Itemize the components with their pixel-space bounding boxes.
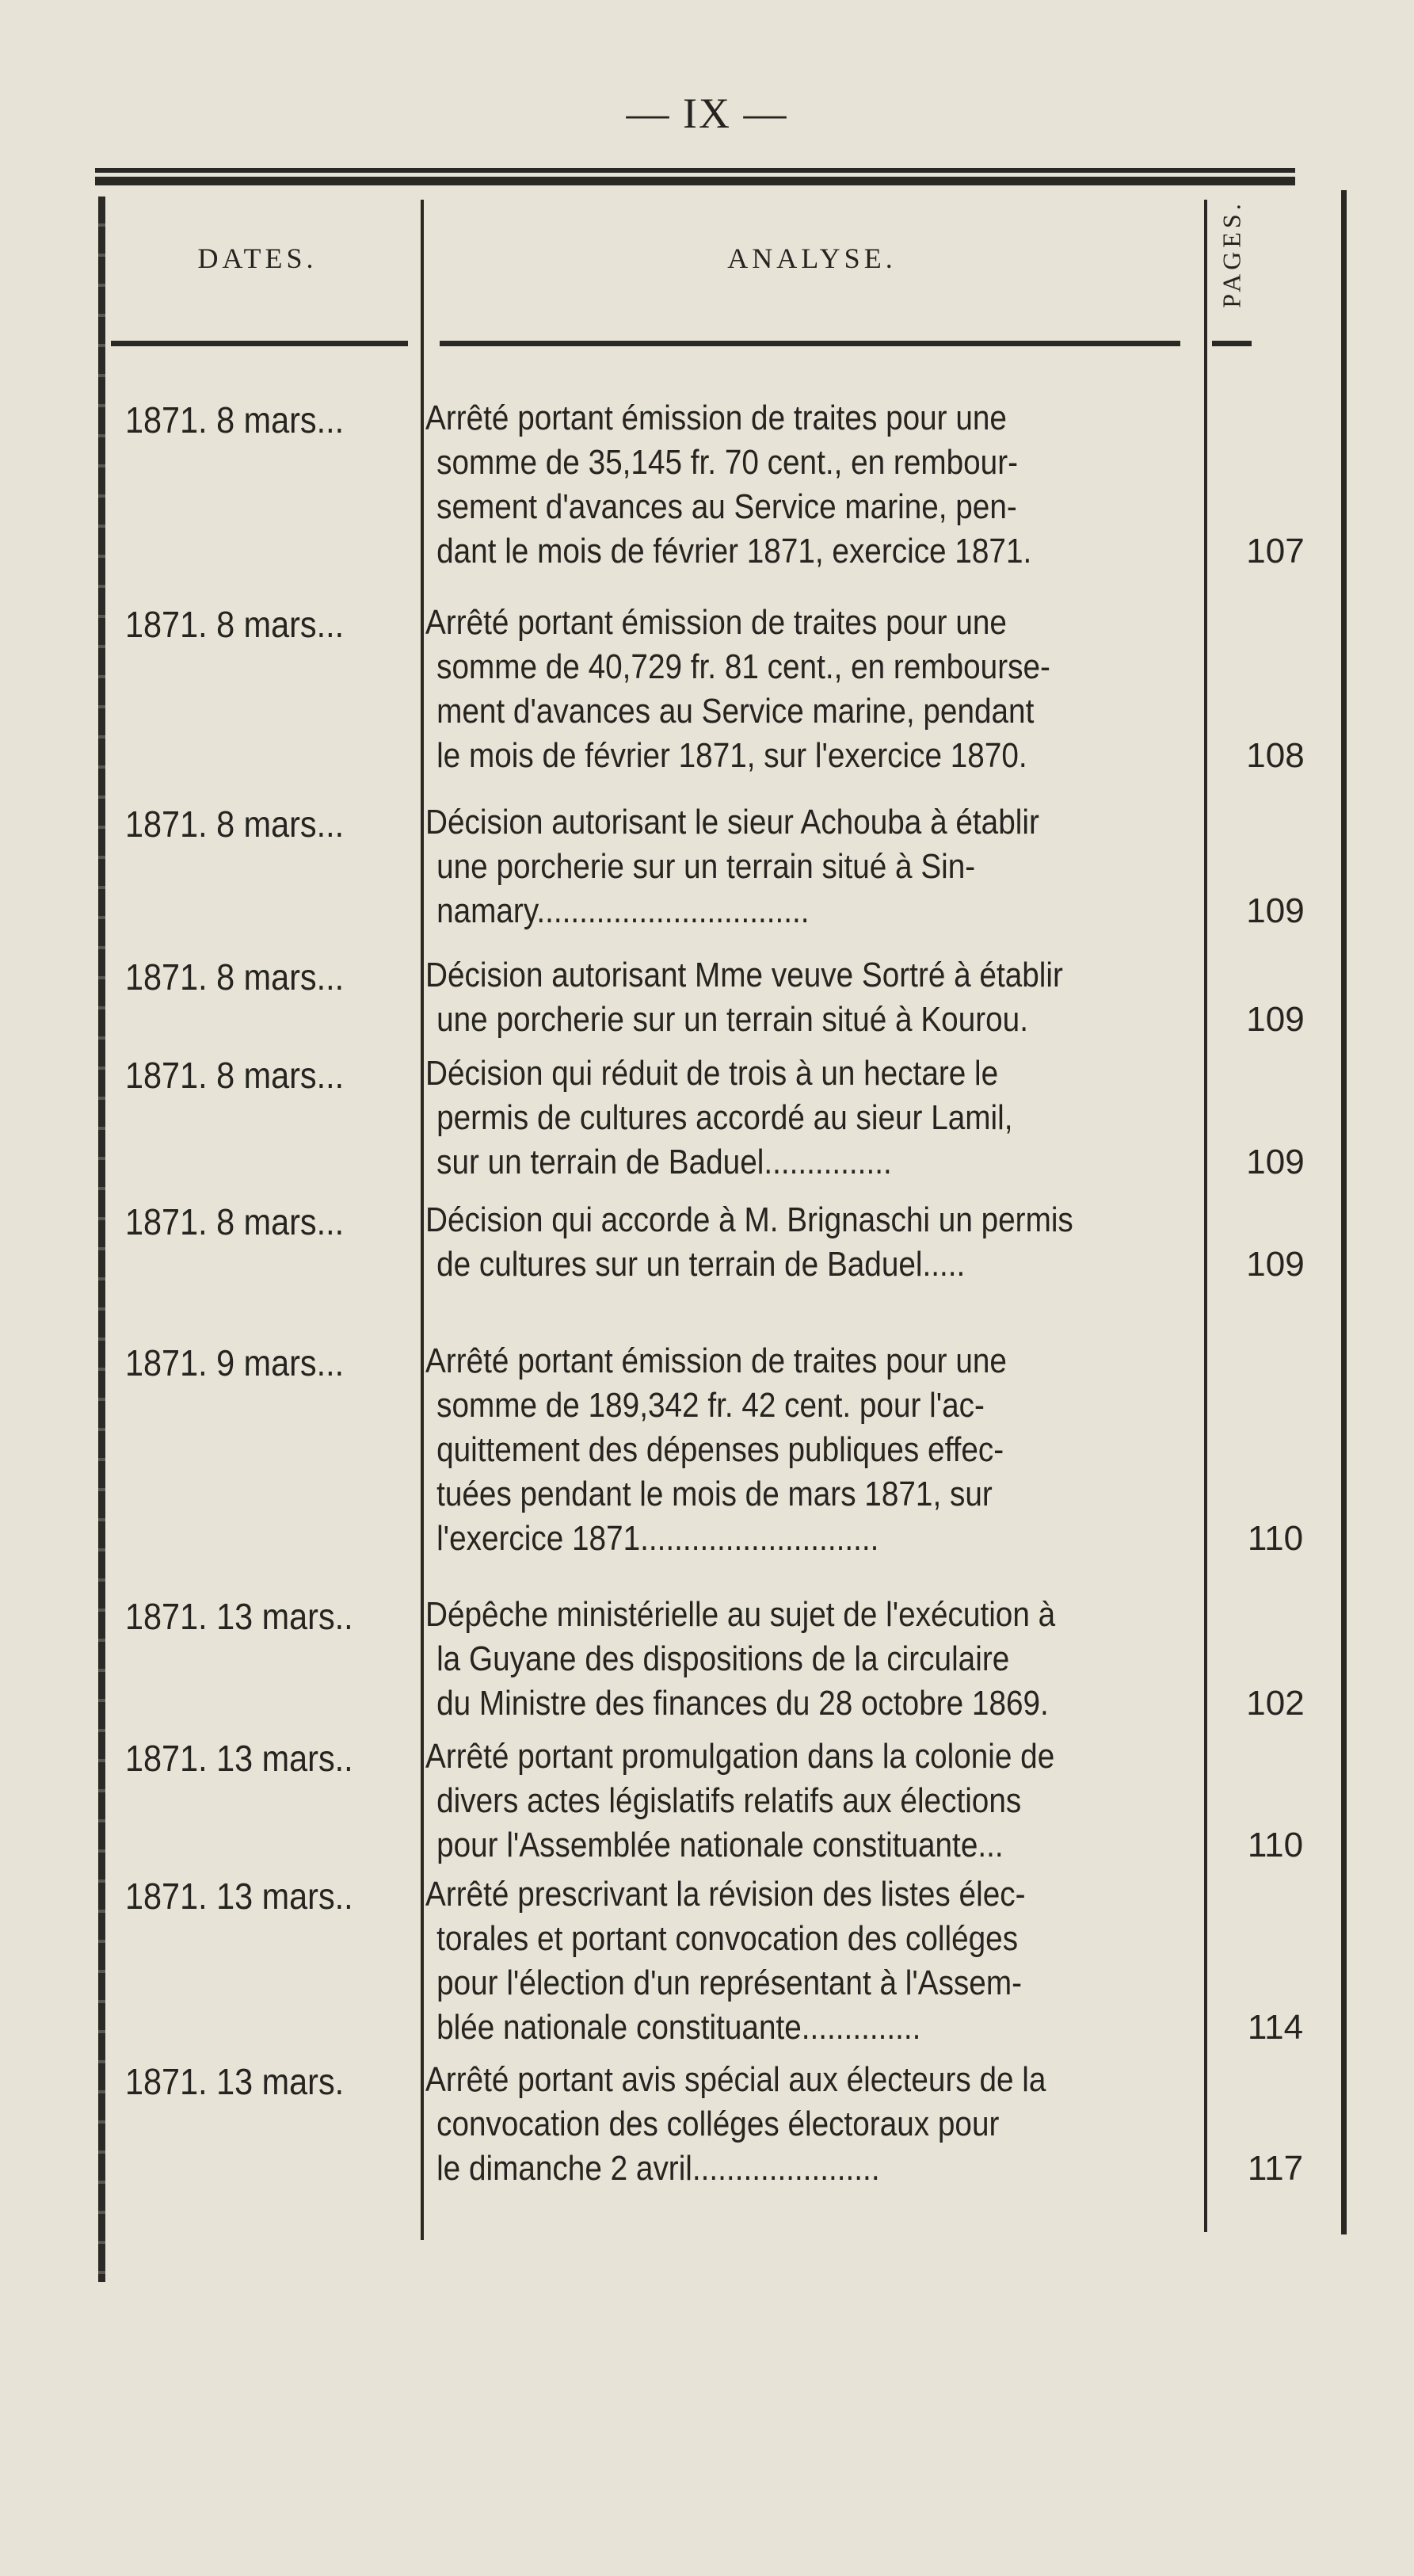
entry-analyse-line: Arrêté portant émission de traites pour une bbox=[425, 1341, 1007, 1380]
entry-analyse-line: Décision autorisant Mme veuve Sortré à établir bbox=[425, 956, 1063, 994]
entry-analyse-line: Arrêté portant émission de traites pour une bbox=[425, 399, 1007, 437]
entry-analyse bbox=[425, 601, 1194, 778]
entry-analyse-line: convocation des colléges électoraux pour bbox=[436, 2105, 1000, 2143]
entry-analyse bbox=[425, 1872, 1194, 2050]
entry-date-text: 1871. 13 mars.. bbox=[125, 1596, 353, 1637]
entry-analyse-line: pour l'élection d'un représentant à l'Assem- bbox=[436, 1963, 1022, 2002]
entry-analyse-line: sur un terrain de Baduel............... bbox=[436, 1143, 892, 1181]
entry-analyse bbox=[425, 1339, 1194, 1561]
entry-page-number: 110 bbox=[1247, 1519, 1304, 1558]
analyse-header-rule bbox=[440, 341, 1180, 346]
pages-header-label: PAGES. bbox=[1217, 199, 1246, 308]
entry-analyse bbox=[425, 1051, 1194, 1185]
left-table-border bbox=[98, 197, 105, 2282]
entry-analyse bbox=[425, 396, 1194, 574]
entry-page-number: 109 bbox=[1246, 1143, 1305, 1181]
pages-column-header bbox=[1212, 186, 1252, 321]
entry-analyse-line: du Ministre des finances du 28 octobre 1869. bbox=[436, 1684, 1049, 1723]
entry-date bbox=[125, 396, 426, 444]
entry-analyse-line: quittement des dépenses publiques effec- bbox=[436, 1430, 1004, 1469]
entry-analyse-line: Décision autorisant le sieur Achouba à établir bbox=[425, 803, 1039, 841]
entry-analyse bbox=[425, 1198, 1194, 1287]
entry-page-number: 109 bbox=[1246, 1000, 1305, 1039]
entry-analyse bbox=[425, 800, 1194, 933]
dates-column-header: DATES. bbox=[197, 242, 318, 274]
entry-analyse-line: la Guyane des dispositions de la circulaire bbox=[436, 1639, 1010, 1678]
entry-analyse-line: de cultures sur un terrain de Baduel..... bbox=[436, 1245, 966, 1284]
entry-date bbox=[125, 1051, 426, 1099]
page-number: — IX — bbox=[626, 90, 788, 137]
entry-analyse bbox=[425, 953, 1194, 1042]
analyse-column-header: ANALYSE. bbox=[727, 242, 897, 274]
entry-analyse-line: le mois de février 1871, sur l'exercice 1870. bbox=[436, 736, 1027, 775]
entry-date-text: 1871. 8 mars... bbox=[125, 1201, 345, 1242]
entry-date-text: 1871. 8 mars... bbox=[125, 604, 345, 645]
entry-analyse-line: ment d'avances au Service marine, pendant bbox=[436, 692, 1035, 731]
entry-analyse-line: blée nationale constituante.............. bbox=[436, 2008, 921, 2047]
entry-date bbox=[125, 601, 426, 648]
entry-date-text: 1871. 13 mars. bbox=[125, 2061, 345, 2102]
entry-analyse-line: une porcherie sur un terrain situé à Kourou. bbox=[436, 1000, 1028, 1039]
entry-analyse-line: Arrêté prescrivant la révision des listes élec- bbox=[425, 1875, 1026, 1914]
entry-date bbox=[125, 953, 426, 1001]
entry-date bbox=[125, 1593, 426, 1640]
entry-date bbox=[125, 800, 426, 848]
entry-analyse-line: Dépêche ministérielle au sujet de l'exécution à bbox=[425, 1595, 1056, 1634]
entry-page-number: 114 bbox=[1247, 2008, 1304, 2047]
entry-date-text: 1871. 13 mars.. bbox=[125, 1738, 353, 1779]
entry-page-number: 117 bbox=[1247, 2149, 1304, 2188]
entry-date bbox=[125, 2058, 426, 2105]
entry-analyse-line: Décision qui réduit de trois à un hectare le bbox=[425, 1054, 999, 1093]
entry-analyse-line: divers actes législatifs relatifs aux élections bbox=[436, 1781, 1022, 1820]
entry-analyse-line: somme de 35,145 fr. 70 cent., en rembour- bbox=[436, 443, 1019, 482]
entry-date-text: 1871. 8 mars... bbox=[125, 803, 345, 845]
pages-column-divider bbox=[1204, 200, 1207, 2232]
entry-page-number: 107 bbox=[1246, 532, 1305, 571]
entry-analyse bbox=[425, 2058, 1194, 2191]
entry-date bbox=[125, 1872, 426, 1920]
entry-analyse-line: pour l'Assemblée nationale constituante... bbox=[436, 1826, 1004, 1864]
entry-page-number: 102 bbox=[1246, 1684, 1305, 1723]
entry-date-text: 1871. 13 mars.. bbox=[125, 1876, 353, 1917]
entry-analyse-line: tuées pendant le mois de mars 1871, sur bbox=[436, 1475, 993, 1513]
entry-date-text: 1871. 9 mars... bbox=[125, 1342, 345, 1383]
entry-date bbox=[125, 1735, 426, 1782]
entry-date-text: 1871. 8 mars... bbox=[125, 399, 345, 441]
entry-analyse-line: Arrêté portant émission de traites pour une bbox=[425, 603, 1007, 642]
right-table-border bbox=[1341, 190, 1347, 2234]
entry-analyse-line: Arrêté portant avis spécial aux électeurs de la bbox=[425, 2060, 1046, 2099]
entry-analyse-line: Arrêté portant promulgation dans la colonie de bbox=[425, 1737, 1055, 1776]
entry-date bbox=[125, 1339, 426, 1387]
entry-analyse-line: une porcherie sur un terrain situé à Sin- bbox=[436, 847, 976, 886]
entry-page-number: 110 bbox=[1247, 1826, 1304, 1864]
pages-header-rule bbox=[1212, 341, 1252, 346]
top-double-rule bbox=[95, 168, 1295, 185]
dates-header-rule bbox=[111, 341, 408, 346]
entry-analyse-line: somme de 189,342 fr. 42 cent. pour l'ac- bbox=[436, 1386, 985, 1425]
entry-page-number: 109 bbox=[1246, 891, 1305, 930]
entry-analyse bbox=[425, 1593, 1194, 1726]
entry-analyse bbox=[425, 1735, 1194, 1868]
entry-analyse-line: permis de cultures accordé au sieur Lamil, bbox=[436, 1098, 1013, 1137]
entry-date-text: 1871. 8 mars... bbox=[125, 1055, 345, 1096]
entry-analyse-line: dant le mois de février 1871, exercice 1871. bbox=[436, 532, 1032, 571]
entry-date-text: 1871. 8 mars... bbox=[125, 956, 345, 998]
entry-analyse-line: namary................................ bbox=[436, 891, 810, 930]
entry-analyse-line: torales et portant convocation des colléges bbox=[436, 1919, 1019, 1958]
entry-date bbox=[125, 1198, 426, 1246]
entry-analyse-line: somme de 40,729 fr. 81 cent., en rembourse- bbox=[436, 647, 1050, 686]
entry-page-number: 109 bbox=[1246, 1245, 1305, 1284]
entry-analyse-line: sement d'avances au Service marine, pen- bbox=[436, 487, 1017, 526]
entry-analyse-line: le dimanche 2 avril...................... bbox=[436, 2149, 880, 2188]
entry-analyse-line: l'exercice 1871............................ bbox=[436, 1519, 879, 1558]
entry-analyse-line: Décision qui accorde à M. Brignaschi un permis bbox=[425, 1200, 1073, 1239]
entry-page-number: 108 bbox=[1246, 736, 1305, 775]
